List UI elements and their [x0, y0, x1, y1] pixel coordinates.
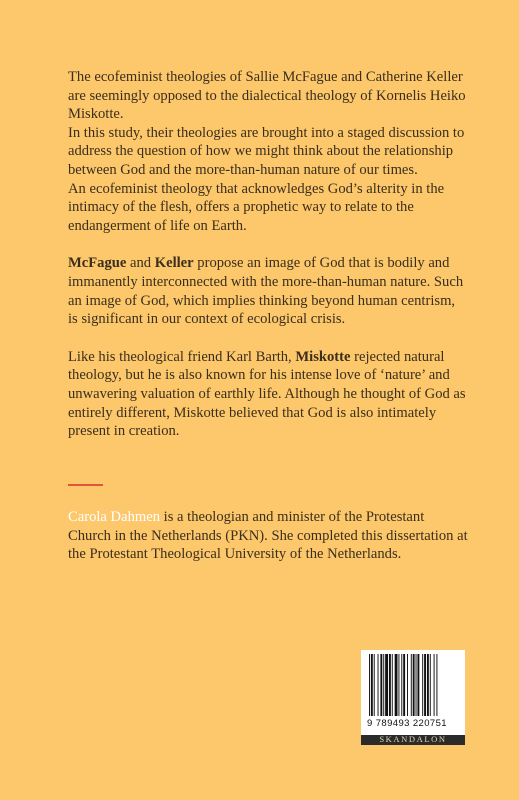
author-name: Carola Dahmen	[68, 509, 160, 525]
author-bio-text: is a theologian and minister of the Protestant Church in the Netherlands (PKN). She completed this dissertation at the Protestant Theological University of the Netherlands.	[68, 509, 468, 563]
miskotte-before: Like his theological friend Karl Barth,	[68, 348, 296, 365]
barcode-bars	[367, 654, 459, 716]
publisher-logo	[361, 735, 465, 745]
miskotte-paragraph	[68, 348, 468, 441]
mcfague-keller-text: propose an image of God that is bodily and immanently interconnected with the more-than-human nature. Such an image of God, which implies thinking beyond human centrism, is significant in our context of ecological crisis.	[68, 255, 464, 328]
miskotte-name: Miskotte	[295, 348, 351, 365]
section-divider	[68, 484, 103, 486]
intro-paragraph-2: In this study, their theologies are brought into a staged discussion to address the question of how we might think about the relationship between God and the more-than-human nature of our times.	[68, 124, 465, 178]
blurb	[68, 68, 468, 441]
keller-name: Keller	[154, 255, 194, 272]
author-bio	[68, 508, 468, 564]
mcfague-name: McFague	[68, 255, 127, 272]
barcode	[361, 650, 465, 745]
intro-paragraph-1: The ecofeminist theologies of Sallie McFague and Catherine Keller are seemingly opposed to the dialectical theology of Kornelis Heiko Miskotte.	[68, 69, 466, 123]
isbn-number: 9 789493 220751	[367, 718, 447, 729]
and-text: and	[126, 255, 155, 272]
intro-paragraph-3: An ecofeminist theology that acknowledges God’s alterity in the intimacy of the flesh, offers a prophetic way to relate to the endangerment of life on Earth.	[68, 180, 445, 234]
miskotte-after: rejected natural theology, but he is also known for his intense love of ‘nature’ and unwavering valuation of earthly life. Although he thought of God as entirely different, Miskotte believed that God is also intimately present in creation.	[68, 348, 466, 440]
mcfague-keller-paragraph	[68, 254, 468, 328]
publisher-name: SKANDALON	[379, 734, 447, 744]
